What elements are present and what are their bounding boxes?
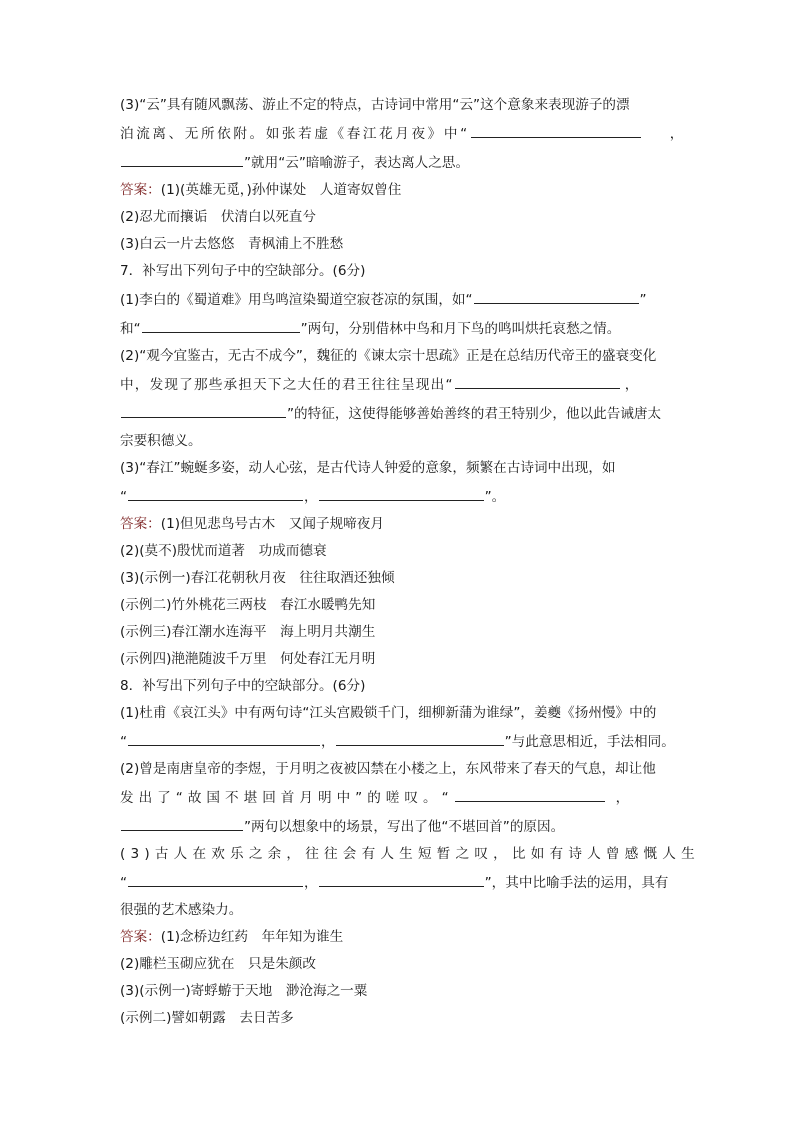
question-title: 8．补写出下列句子中的空缺部分。(6分) — [120, 678, 366, 694]
fill-blank[interactable] — [319, 482, 484, 501]
q7-3-line1: (3)“春江”蜿蜒多姿，动人心弦，是古代诗人钟爱的意象，频繁在古诗词中出现，如 — [120, 460, 616, 476]
q7-2-line2: 中，发现了那些承担天下之大任的君王往往呈现出“ ， — [120, 370, 680, 399]
q6-3-line3: ”就用“云”暗喻游子，表达离人之思。 — [120, 148, 680, 177]
fill-blank[interactable] — [128, 482, 303, 501]
answer-line: (示例二)譬如朝露 去日苦多 — [120, 1010, 294, 1026]
q8-1-line1: (1)杜甫《哀江头》中有两句诗“江头宫殿锁千门，细柳新蒲为谁绿”，姜夔《扬州慢》中的 — [120, 705, 657, 721]
document-page — [120, 92, 700, 1032]
answer-line: (示例四)滟滟随波千万里 何处春江无月明 — [120, 651, 376, 667]
q8-3-line1: (3)古人在欢乐之余，往往会有人生短暂之叹，比如有诗人曾感慨人生 — [120, 846, 700, 862]
fill-blank[interactable] — [128, 727, 320, 746]
question-title: 7．补写出下列句子中的空缺部分。(6分) — [120, 263, 366, 279]
fill-blank[interactable] — [471, 119, 641, 138]
q6-3-line1: (3)“云”具有随风飘荡、游止不定的特点，古诗词中常用“云”这个意象来表现游子的漂 — [120, 97, 630, 113]
answer-line: 答案：(1)念桥边红药 年年知为谁生 — [120, 929, 344, 945]
fill-blank[interactable] — [142, 314, 300, 333]
q8-1-line2: “ ， ”与此意思相近，手法相同。 — [120, 727, 680, 756]
fill-blank[interactable] — [455, 783, 605, 802]
fill-blank[interactable] — [121, 399, 286, 418]
q8-2-line1: (2)曾是南唐皇帝的李煜，于月明之夜被囚禁在小楼之上，东风带来了春天的气息，却让他 — [120, 761, 656, 777]
q8-2-line3: ”两句以想象中的场景，写出了他“不堪回首”的原因。 — [120, 812, 680, 841]
q7-1-line1: (1)李白的《蜀道难》用鸟鸣渲染蜀道空寂苍凉的氛围，如“ ” — [120, 285, 680, 314]
answer-line: (3)白云一片去悠悠 青枫浦上不胜愁 — [120, 236, 344, 252]
answer-label: 答案： — [120, 516, 161, 532]
answer-line: (2)雕栏玉砌应犹在 只是朱颜改 — [120, 956, 316, 972]
answer-label: 答案： — [120, 929, 161, 945]
q6-3-line2: 泊流离、无所依附。如张若虚《春江花月夜》中“ ， — [120, 119, 680, 148]
q7-3-line2: “ ， ”。 — [120, 482, 680, 511]
q7-2-line1: (2)“观今宜鉴古，无古不成今”，魏征的《谏太宗十思疏》正是在总结历代帝王的盛衰变化 — [120, 348, 657, 364]
fill-blank[interactable] — [336, 727, 504, 746]
answer-line: (2)忍尤而攘诟 伏清白以死直兮 — [120, 209, 316, 225]
answer-line: (示例三)春江潮水连海平 海上明月共潮生 — [120, 624, 376, 640]
fill-blank[interactable] — [455, 370, 620, 389]
answer-line: (示例二)竹外桃花三两枝 春江水暖鸭先知 — [120, 597, 376, 613]
answer-line: (2)(莫不)殷忧而道著 功成而德衰 — [120, 543, 327, 559]
fill-blank[interactable] — [128, 868, 303, 887]
q8-2-line2: 发出了“故国不堪回首月明中”的嗟叹。“ ， — [120, 783, 680, 812]
answer-line: 答案：(1)(英雄无觅，)孙仲谋处 人道寄奴曾住 — [120, 182, 402, 198]
q8-3-line3: 很强的艺术感染力。 — [120, 902, 243, 918]
q7-2-line4: 宗要积德义。 — [120, 433, 202, 449]
q7-2-line3: ”的特征，这使得能够善始善终的君王特别少，他以此告诫唐太 — [120, 399, 680, 428]
answer-label: 答案： — [120, 182, 161, 198]
fill-blank[interactable] — [121, 148, 243, 167]
q7-1-line2: 和“ ”两句，分别借林中鸟和月下鸟的鸣叫烘托哀愁之情。 — [120, 314, 680, 343]
answer-line: (3)(示例一)春江花朝秋月夜 往往取酒还独倾 — [120, 570, 395, 586]
q8-3-line2: “ ， ”，其中比喻手法的运用，具有 — [120, 868, 680, 897]
answer-line: 答案：(1)但见悲鸟号古木 又闻子规啼夜月 — [120, 516, 384, 532]
fill-blank[interactable] — [474, 285, 639, 304]
answer-line: (3)(示例一)寄蜉蝣于天地 渺沧海之一粟 — [120, 983, 368, 999]
fill-blank[interactable] — [121, 812, 243, 831]
fill-blank[interactable] — [319, 868, 484, 887]
